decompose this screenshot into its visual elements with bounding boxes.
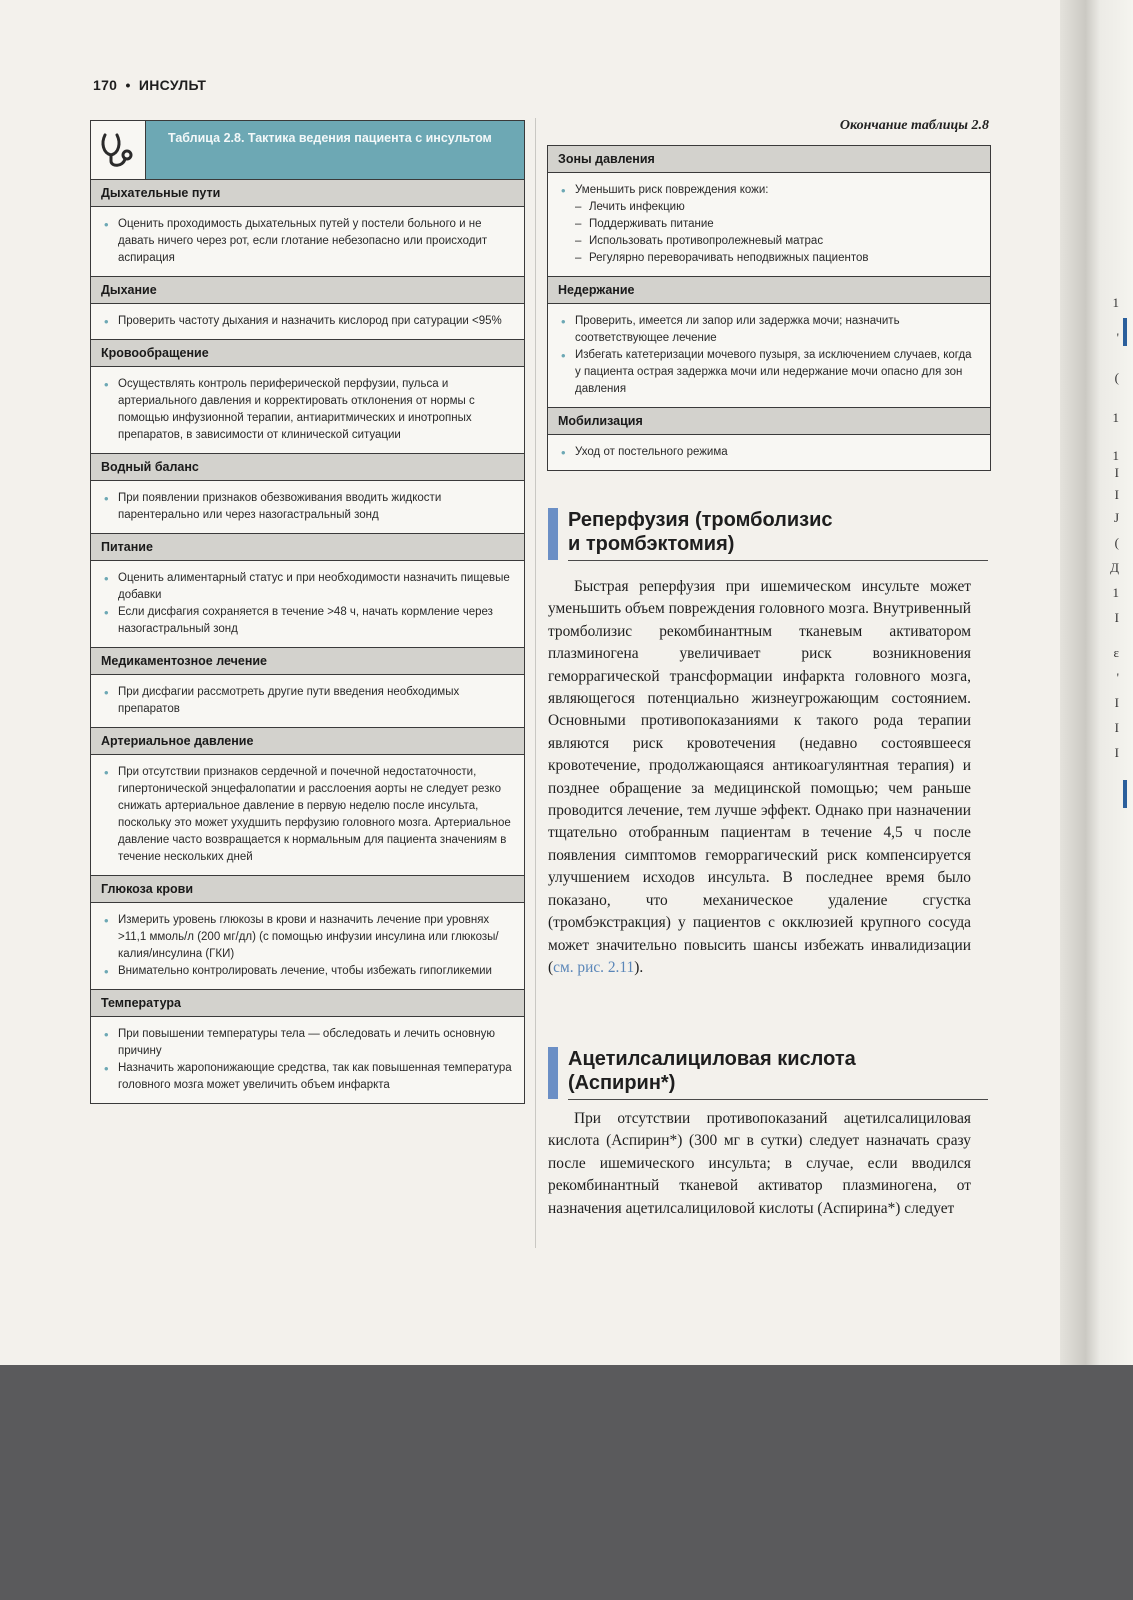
- heading-aspirin: [548, 1047, 988, 1100]
- edge-glyph: (: [1114, 370, 1119, 385]
- paragraph-aspirin: При отсутствии противопоказаний ацетилсалициловая кислота (Аспирин*) (300 мг в сутки) следует назначать сразу после ишемического инсульта; в случае, если вводился рекомбинантный тканевой активатор плазминогена, от назначения ацетилсалициловой кислоты (Аспирина*) следует: [548, 1110, 971, 1217]
- edge-glyph: (: [1114, 535, 1119, 550]
- edge-glyph: I: [1114, 487, 1119, 502]
- edge-glyph: ': [1116, 330, 1119, 345]
- section-heading: Артериальное давление: [91, 728, 524, 755]
- heading-line: и тромбэктомия): [568, 533, 735, 555]
- section-heading: Медикаментозное лечение: [91, 648, 524, 675]
- section-body: [91, 1017, 524, 1103]
- table-right: [547, 145, 991, 471]
- section-body-incontinence: [548, 304, 990, 408]
- paragraph-text-end: ).: [634, 958, 644, 976]
- table-header: [91, 121, 524, 180]
- section-heading: Дыхательные пути: [91, 180, 524, 207]
- stethoscope-icon: [91, 121, 146, 179]
- section-body: [91, 481, 524, 534]
- sub-list-item: – Лечить инфекцию: [558, 199, 980, 216]
- list-item: • Назначить жаропонижающие средства, так как повышенная температура головного мозга может увеличить объем инфаркта: [101, 1060, 514, 1094]
- section-body-mobilization: [548, 435, 990, 470]
- heading-line: Реперфузия (тромболизис: [568, 509, 833, 531]
- section-heading: Температура: [91, 990, 524, 1017]
- sub-list-item: – Поддерживать питание: [558, 216, 980, 233]
- list-item: • Оценить проходимость дыхательных путей у постели больного и не давать ничего через рот, если глотание небезопасно или происходит аспирация: [101, 216, 514, 267]
- heading-reperfusion: [548, 508, 988, 561]
- section-body: [91, 561, 524, 648]
- list-item: • Уменьшить риск повреждения кожи:: [558, 182, 980, 199]
- edge-glyph: 1: [1112, 410, 1119, 425]
- page-number: 170: [93, 77, 118, 93]
- list-item: • Проверить, имеется ли запор или задержка мочи; назначить соответствующее лечение: [558, 313, 980, 347]
- list-item: • Если дисфагия сохраняется в течение >48 ч, начать кормление через назогастральный зонд: [101, 604, 514, 638]
- section-body: [91, 755, 524, 876]
- figure-reference-link[interactable]: см. рис. 2.11: [553, 958, 635, 976]
- edge-glyph: I: [1114, 695, 1119, 710]
- list-item: • Уход от постельного режима: [558, 444, 980, 461]
- section-heading-pressure: Зоны давления: [548, 146, 990, 173]
- list-item: • При появлении признаков обезвоживания вводить жидкости парентерально или через назогастральный зонд: [101, 490, 514, 524]
- list-item: • При дисфагии рассмотреть другие пути введения необходимых препаратов: [101, 684, 514, 718]
- table-title: Таблица 2.8. Тактика ведения пациента с инсультом: [146, 121, 524, 179]
- section-body: [91, 675, 524, 728]
- heading-accent-bar: [548, 1047, 558, 1099]
- section-heading: Глюкоза крови: [91, 876, 524, 903]
- edge-glyph: 1: [1112, 295, 1119, 310]
- section-body: [91, 207, 524, 277]
- list-item: • Избегать катетеризации мочевого пузыря, за исключением случаев, когда у пациента острая задержка мочи или недержание мочи опасно для зон давления: [558, 347, 980, 398]
- edge-glyph: ε: [1113, 645, 1119, 660]
- list-item: • Измерить уровень глюкозы в крови и назначить лечение при уровнях >11,1 ммоль/л (200 мг/дл) (с помощью инфузии инсулина или глюкозы/калия/инсулина (ГКИ): [101, 912, 514, 963]
- section-body: [91, 304, 524, 340]
- header-section: ИНСУЛЬТ: [138, 77, 207, 93]
- edge-glyph: ': [1116, 670, 1119, 685]
- edge-glyph: J: [1113, 510, 1119, 525]
- edge-accent-bar: [1123, 318, 1127, 346]
- edge-glyph: I: [1114, 720, 1119, 735]
- column-divider: [535, 118, 536, 1248]
- edge-accent-bar: [1123, 780, 1127, 808]
- section-heading: Кровообращение: [91, 340, 524, 367]
- list-item: • Оценить алиментарный статус и при необходимости назначить пищевые добавки: [101, 570, 514, 604]
- table-sections: [91, 180, 524, 1103]
- section-heading-incontinence: Недержание: [548, 277, 990, 304]
- list-item: • При повышении температуры тела — обследовать и лечить основную причину: [101, 1026, 514, 1060]
- running-header: [93, 77, 206, 93]
- paragraph-reperfusion: [548, 576, 971, 979]
- next-page-edge: [1093, 0, 1133, 1365]
- section-heading: Питание: [91, 534, 524, 561]
- list-item: • Внимательно контролировать лечение, чтобы избежать гипогликемии: [101, 963, 514, 980]
- scan-background: [0, 1365, 1133, 1600]
- section-heading-mobilization: Мобилизация: [548, 408, 990, 435]
- sub-list-item: – Использовать противопролежневый матрас: [558, 233, 980, 250]
- table-left: [90, 120, 525, 1104]
- heading-line: (Аспирин*): [568, 1072, 676, 1094]
- list-item: • Проверить частоту дыхания и назначить кислород при сатурации <95%: [101, 313, 514, 330]
- edge-glyph: I: [1114, 610, 1119, 625]
- list-item: • При отсутствии признаков сердечной и почечной недостаточности, гипертонической энцефалопатии и расслоения аорты не следует резко снижать артериальное давление в первую неделю после инсульта, поскольку это может ухудшить перфузию головного мозга. Артериальное давление часто возвращается к нормальным для пациента значениям в течение нескольких дней: [101, 764, 514, 866]
- edge-glyph: I: [1114, 465, 1119, 480]
- edge-glyph: Д: [1110, 560, 1119, 575]
- header-separator: •: [125, 77, 131, 93]
- edge-glyph: I: [1114, 745, 1119, 760]
- paragraph-text: Быстрая реперфузия при ишемическом инсульте может уменьшить объем повреждения головного мозга. Внутривенный тромболизис рекомбинантным тканевым активатором плазминогена увеличивает риск возникновения геморрагической трансформации инфаркта головного мозга, являющегося потенциально жизнеугрожающим состоянием. Основными противопоказаниями к такого рода терапии являются риск кровотечения (недавно состоявшееся кровотечение, продолжающаяся антикоагулянтная терапия) и позднее обращение за медицинской помощью; чем раньше проводится лечение, тем лучше эффект. Однако при назначении тщательно отобранным пациентам в течение 4,5 ч после появления симптомов геморрагический риск компенсируется улучшением исходов инсульта. В последнее время было показано, что механическое удаление сгустка (тромбэкстракция) у пациентов с окклюзией крупного сосуда может значительно повысить шансы избежать инвалидизации (: [548, 578, 971, 976]
- section-heading: Дыхание: [91, 277, 524, 304]
- section-body-pressure: [548, 173, 990, 277]
- heading-line: Ацетилсалициловая кислота: [568, 1048, 856, 1070]
- section-heading: Водный баланс: [91, 454, 524, 481]
- list-item: • Осуществлять контроль периферической перфузии, пульса и артериального давления и корректировать отклонения от нормы с помощью инфузионной терапии, антиаритмических и инотропных препаратов, в зависимости от клинической ситуации: [101, 376, 514, 444]
- edge-glyph: 1: [1112, 585, 1119, 600]
- section-body: [91, 903, 524, 990]
- section-body: [91, 367, 524, 454]
- table-continuation-label: Окончание таблицы 2.8: [839, 118, 989, 133]
- sub-list-item: – Регулярно переворачивать неподвижных пациентов: [558, 250, 980, 267]
- edge-glyph: 1: [1112, 448, 1119, 463]
- heading-accent-bar: [548, 508, 558, 560]
